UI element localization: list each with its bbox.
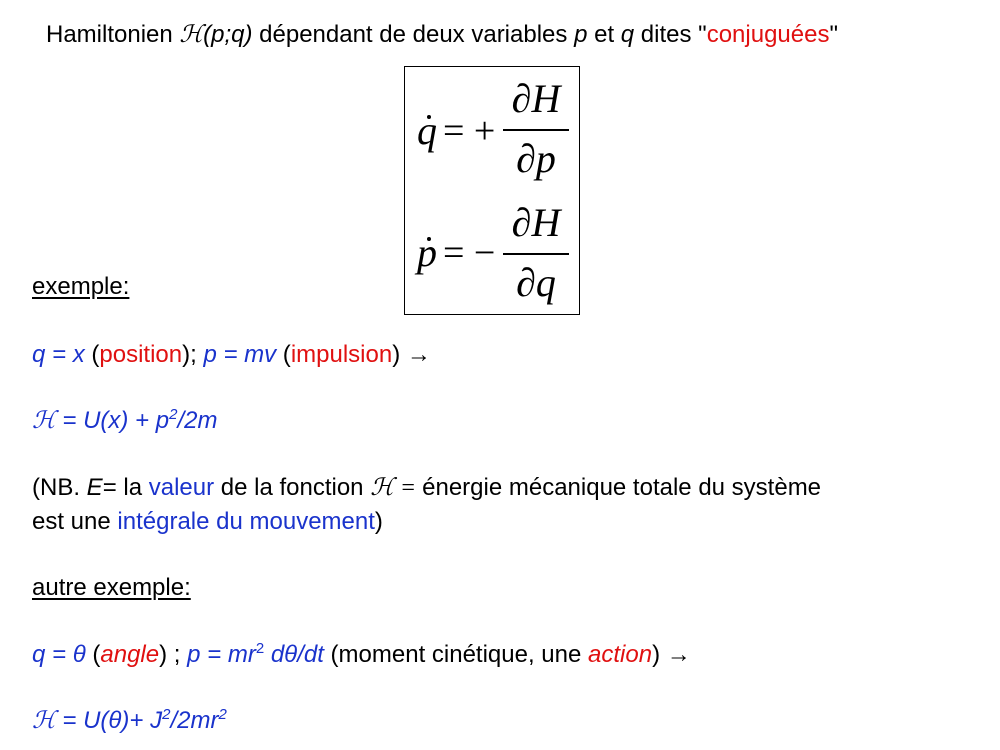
example-heading: exemple:: [32, 273, 130, 300]
hamiltonian-symbol: ℋ: [179, 22, 204, 48]
conjugate-term: conjuguées: [706, 21, 830, 48]
nb-note-line-2: est une intégrale du mouvement): [32, 508, 383, 535]
example-hamiltonian-line: ℋ = $U(x) + p^2/2m$: [32, 406, 218, 434]
hamilton-equations-box: q = + ∂H ∂p p = − ∂H ∂q: [404, 66, 580, 315]
second-example-variables-line: q = θ (angle) ; $p = mr^2$ dθ/dt (moment cinétique, une action) →: [32, 640, 691, 668]
second-example-heading: autre exemple:: [32, 574, 191, 601]
example-variables-line: q = x (position); p = mv (impulsion) →: [32, 341, 431, 368]
fraction-bar: [503, 129, 569, 131]
second-example-hamiltonian-line: ℋ = $U(\theta)+ J^2/2mr^2$: [32, 706, 227, 734]
nb-note-line-1: (NB. E= la valeur de la fonction ℋ = énergie mécanique totale du système: [32, 474, 822, 501]
fraction-bar: [503, 253, 569, 255]
page-title: Hamiltonien ℋ(p;q) dépendant de deux variables p et q dites "conjuguées": [46, 21, 838, 48]
